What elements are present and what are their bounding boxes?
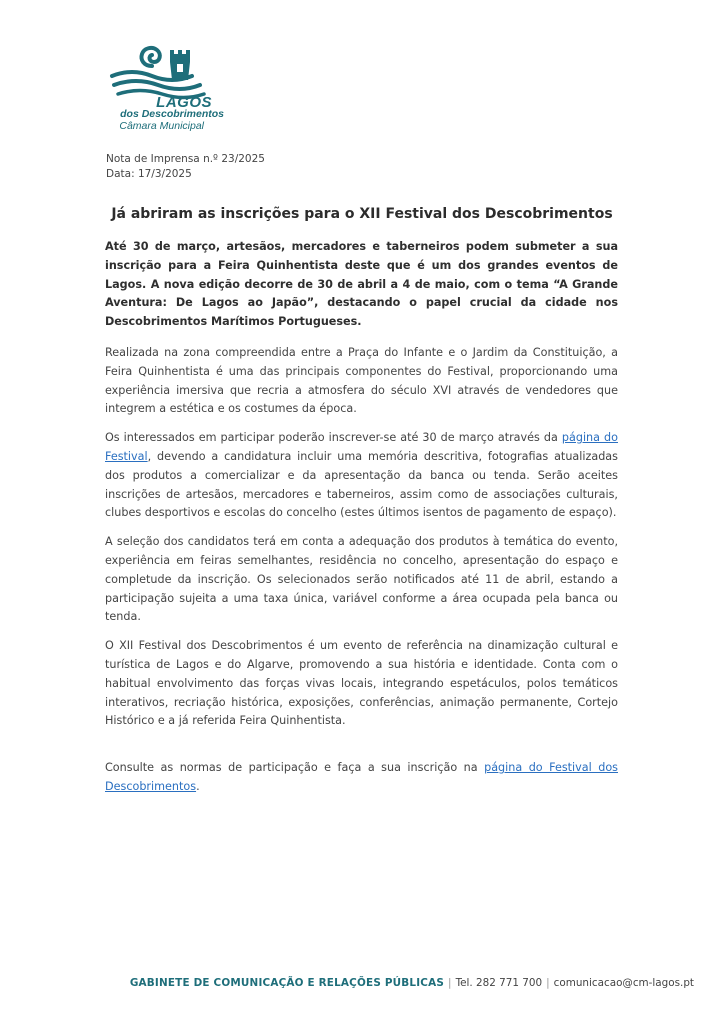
- logo-descobrimentos: dos Descobrimentos: [120, 108, 224, 120]
- closing-text-after: .: [196, 779, 200, 793]
- footer: [130, 977, 694, 989]
- press-note-number: Nota de Imprensa n.º 23/2025: [106, 153, 265, 165]
- festival-page-link[interactable]: página do Festival: [105, 431, 618, 463]
- logo-lagos: LAGOS: [156, 94, 212, 111]
- paragraph-1: Realizada na zona compreendida entre a Praça do Infante e o Jardim da Constituição, a Feira Quinhentista é uma das principais componentes do Festival, proporcionando uma experiência imersiva que recria a atmosfera do século XVI através de vendedores que integrem a estética e os costumes da época.: [105, 345, 618, 416]
- logo-camara-municipal: Câmara Municipal: [119, 120, 204, 132]
- footer-email: comunicacao@cm-lagos.pt: [553, 977, 694, 989]
- press-meta: [106, 152, 265, 182]
- closing-paragraph: [105, 759, 618, 797]
- paragraph-2-text-before: Os interessados em participar poderão inscrever-se até 30 de março através da: [105, 431, 562, 445]
- paragraph-4: O XII Festival dos Descobrimentos é um evento de referência na dinamização cultural e turística de Lagos e do Algarve, promovendo a sua história e identidade. Conta com o habitual envolvimento das forças vivas locais, integrando espetáculos, polos temáticos interativos, recriação histórica, exposições, conferências, animação permanente, Cortejo Histórico e a já referida Feira Quinhentista.: [105, 639, 618, 728]
- festival-descobrimentos-link[interactable]: página do Festival dos Descobrimentos: [105, 761, 618, 793]
- paragraph-2-text-after: , devendo a candidatura incluir uma memória descritiva, fotografias atualizadas dos produtos a comercializar e da apresentação da banca ou tenda. Serão aceites inscrições de artesãos, mercadores e taberneiros, assim como de associações culturais, clubes desportivos e escolas do concelho (estes últimos isentos de pagamento de espaço).: [105, 449, 618, 520]
- footer-separator-1: |: [448, 977, 452, 989]
- footer-phone: Tel. 282 771 700: [455, 977, 543, 989]
- page-title: Já abriram as inscrições para o XII Festival dos Descobrimentos: [111, 206, 613, 222]
- paragraph-2: [105, 429, 618, 523]
- paragraph-3: A seleção dos candidatos terá em conta a adequação dos produtos à temática do evento, experiência em feiras semelhantes, residência no concelho, apresentação do espaço e completude da inscrição. Os selecionados serão notificados até 11 de abril, estando a participação sujeita a uma taxa única, variável conforme a área ocupada pela banca ou tenda.: [105, 535, 618, 624]
- closing-text-before: Consulte as normas de participação e faça a sua inscrição na: [105, 761, 485, 775]
- logo-text: [104, 96, 224, 132]
- article-body: [105, 238, 618, 807]
- footer-separator-2: |: [546, 977, 550, 989]
- lead-paragraph: Até 30 de março, artesãos, mercadores e taberneiros podem submeter a sua inscrição para a Feira Quinhentista deste que é um dos grandes eventos de Lagos. A nova edição decorre de 30 de abril a 4 de maio, com o tema “A Grande Aventura: De Lagos ao Japão”, destacando o papel crucial da cidade nos Descobrimentos Marítimos Portugueses.: [105, 240, 618, 329]
- footer-department: GABINETE DE COMUNICAÇÃO E RELAÇÕES PÚBLICAS: [129, 977, 445, 989]
- press-date: Data: 17/3/2025: [106, 168, 192, 180]
